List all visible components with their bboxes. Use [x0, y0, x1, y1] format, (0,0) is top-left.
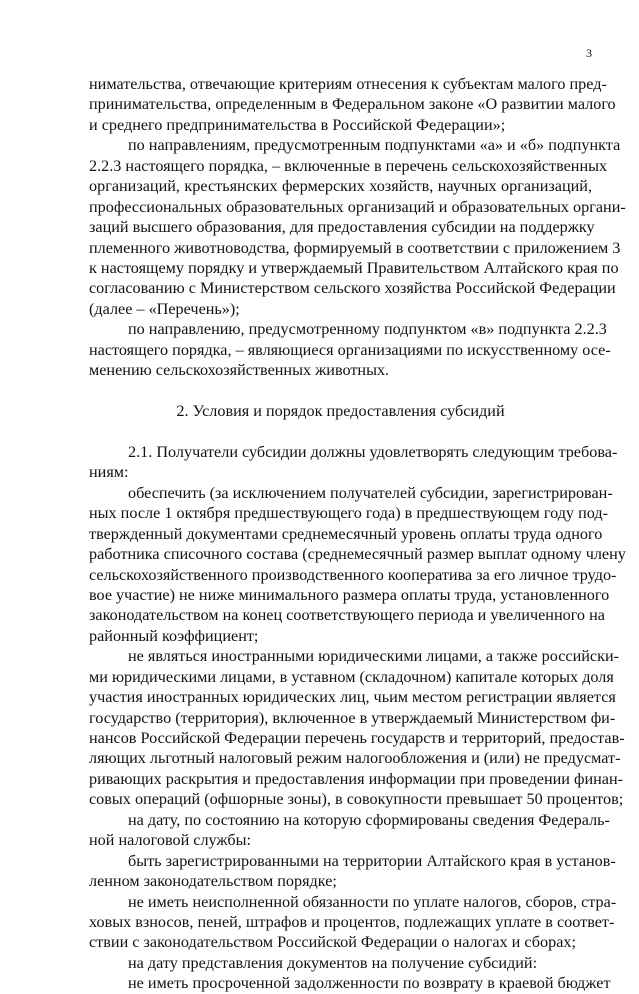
text-line: ховых взносов, пеней, штрафов и процентов, подлежащих уплате в соответ- [89, 912, 615, 931]
text-line: участия иностранных юридических лиц, чьим местом регистрации является [89, 688, 616, 707]
text-line: менению сельскохозяйственных животных. [89, 361, 390, 380]
text-line: твержденный документами среднемесячный уровень оплаты труда одного [89, 524, 603, 543]
text-line: сельскохозяйственного производственного кооператива за его личное трудо- [89, 565, 617, 584]
text-line: ной налоговой службы: [89, 831, 252, 850]
text-line: ных после 1 октября предшествующего года) в предшествующем году под- [89, 504, 608, 523]
page-number: 3 [586, 46, 592, 60]
text-line: быть зарегистрированными на территории Алтайского края в установ- [128, 851, 616, 870]
text-line: и среднего предпринимательства в Российской Федерации»; [89, 115, 506, 134]
section-paragraphs [89, 442, 626, 994]
document-body [89, 74, 626, 994]
text-line: 2.2.3 настоящего порядка, – включенные в перечень сельскохозяйственных [89, 156, 608, 175]
text-line: по направлениям, предусмотренным подпунктами «а» и «б» подпункта [128, 136, 621, 155]
text-line: ленном законодательством порядке; [89, 872, 337, 891]
text-line: (далее – «Перечень»); [89, 299, 240, 318]
text-line: нансов Российской Федерации перечень государств и территорий, предостав- [89, 729, 625, 747]
text-line: районный коэффициент; [89, 626, 259, 645]
text-line: принимательства, определенным в Федеральном законе «О развитии малого [89, 95, 616, 114]
text-line: не являться иностранными юридическими лицами, а также российски- [128, 647, 620, 666]
text-line: профессиональных образовательных организаций и образовательных органи- [89, 197, 626, 216]
text-line: не иметь просроченной задолженности по возврату в краевой бюджет [128, 974, 611, 993]
text-line: заций высшего образования, для предоставления субсидии на поддержку [89, 218, 595, 237]
text-line: вое участие) не ниже минимального размера оплаты труда, установленного [89, 585, 610, 604]
text-line: законодательством на конец соответствующего периода и увеличенного на [89, 606, 605, 625]
text-line: на дату представления документов на получение субсидий: [128, 953, 538, 972]
text-line: государство (территория), включенное в утверждаемый Министерством фи- [89, 708, 616, 727]
text-line: на дату, по состоянию на которую сформированы сведения Федераль- [128, 810, 610, 829]
text-line: нимательства, отвечающие критериям отнесения к субъектам малого пред- [89, 75, 607, 93]
text-line: ляющих льготный налоговый режим налогообложения и (или) не предусмат- [89, 749, 621, 768]
text-line: согласованию с Министерством сельского хозяйства Российской Федерации [89, 279, 616, 298]
text-line: совых операций (офшорные зоны), в совокупности превышает 50 процентов; [89, 790, 624, 809]
text-line: работника списочного состава (среднемесячный размер выплат одному члену [89, 545, 626, 564]
text-line: ниям: [89, 463, 129, 482]
intro-paragraphs [89, 74, 626, 381]
text-line: организаций, крестьянских фермерских хозяйств, научных организаций, [89, 177, 592, 196]
text-line: племенного животноводства, формируемый в соответствии с приложением 3 [89, 238, 621, 257]
text-line: к настоящему порядку и утверждаемый Правительством Алтайского края по [89, 258, 619, 277]
text-line: ривающих раскрытия и предоставления информации при проведении финан- [89, 769, 624, 788]
text-line: не иметь неисполненной обязанности по уплате налогов, сборов, стра- [128, 892, 617, 911]
text-line: настоящего порядка, – являющиеся организациями по искусственному осе- [89, 340, 611, 359]
text-line: обеспечить (за исключением получателей субсидии, зарегистрирован- [128, 483, 613, 502]
text-line: по направлению, предусмотренному подпунктом «в» подпункта 2.2.3 [128, 320, 607, 339]
section-heading: 2. Условия и порядок предоставления субсидий [176, 402, 505, 420]
spacer [89, 381, 592, 401]
text-line: ми юридическими лицами, в уставном (складочном) капитале которых доля [89, 667, 614, 686]
text-line: 2.1. Получатели субсидии должны удовлетворять следующим требова- [128, 442, 618, 461]
text-line: ствии с законодательством Российской Федерации о налогах и сборах; [89, 933, 576, 952]
spacer [89, 421, 592, 441]
